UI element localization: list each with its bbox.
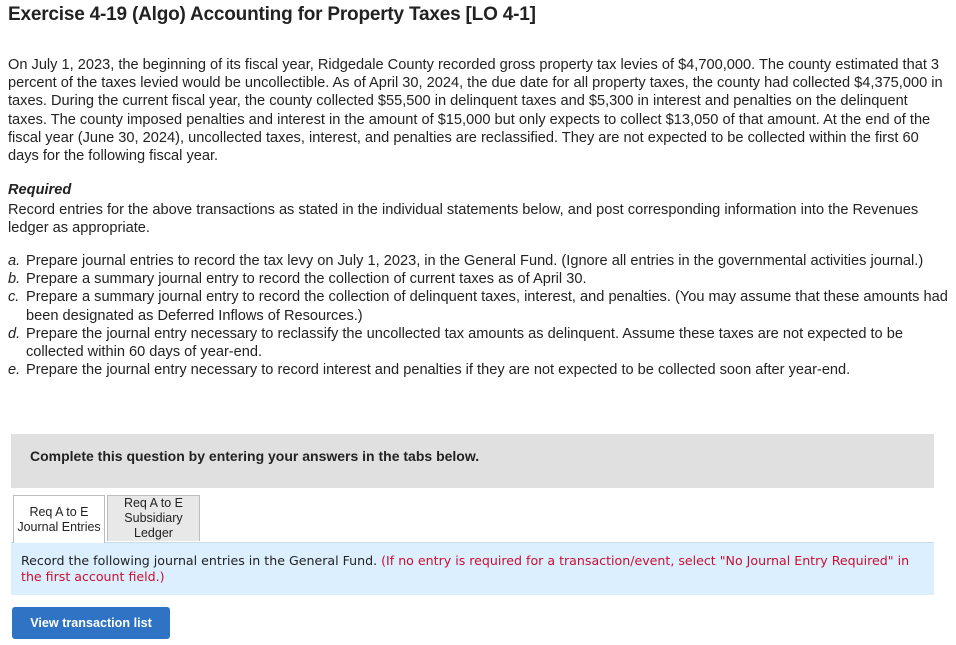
list-item [8, 361, 948, 379]
item-letter: a. [8, 253, 21, 269]
problem-description: On July 1, 2023, the beginning of its fiscal year, Ridgedale County recorded gross property tax levies of $4,700,000. The county estimated that 3 percent of the taxes levied would be uncollectible. As of April 30, 2024, the due date for all property taxes, the county had collected $4,375,000 in taxes. During the current fiscal year, the county collected $55,500 in delinquent taxes and $5,300 in interest and penalties on the delinquent taxes. The county imposed penalties and interest in the amount of $15,000 but only expects to collect $13,050 of that amount. At the end of the fiscal year (June 30, 2024), uncollected taxes, interest, and penalties are reclassified. They are not expected to be collected within the first 60 days for the following fiscal year. [8, 57, 943, 165]
tab-journal-entries[interactable] [13, 495, 105, 543]
requirements-list [8, 252, 948, 379]
item-text: Prepare the journal entry necessary to reclassify the uncollected tax amounts as delinquent. Assume these taxes are not expected to be collected within 60 days of year-end. [26, 325, 903, 361]
item-text: Prepare a summary journal entry to record the collection of current taxes as of April 30. [26, 271, 587, 288]
list-item [8, 325, 948, 361]
item-letter: b. [8, 271, 21, 288]
tab-label-line2: Journal Entries [17, 519, 101, 534]
exercise-title: Exercise 4-19 (Algo) Accounting for Property Taxes [LO 4-1] [8, 4, 536, 25]
instruction-note: (If no entry is required for a transaction/event, select "No Journal Entry Required" in the first account field.) [21, 553, 910, 585]
tab-label-line2: Subsidiary [124, 511, 183, 525]
item-letter: d. [8, 325, 21, 342]
list-item [8, 288, 948, 324]
required-heading: Required [8, 182, 72, 198]
item-text: Prepare journal entries to record the tax levy on July 1, 2023, in the General Fund. (Ignore all entries in the governmental activities journal.) [26, 253, 924, 269]
list-item [8, 270, 948, 288]
item-letter: e. [8, 362, 21, 379]
tab-label-line1: Req A to E [123, 496, 184, 510]
tab-instructions [11, 542, 934, 595]
required-text: Record entries for the above transactions as stated in the individual statements below, and post corresponding information into the Revenues ledger as appropriate. [8, 202, 919, 237]
item-text: Prepare a summary journal entry to record the collection of delinquent taxes, interest, and penalties. (You may assume that these amounts had been designated as Deferred Inflows of Resources.) [26, 289, 948, 324]
tab-label-line3: Ledger [134, 526, 173, 540]
list-item [8, 252, 948, 270]
item-text: Prepare the journal entry necessary to record interest and penalties if they are not expected to be collected soon after year-end. [26, 362, 851, 379]
tab-subsidiary-ledger[interactable] [107, 495, 200, 541]
tab-label-line1: Req A to E [29, 504, 89, 519]
instruction-text: Record the following journal entries in the General Fund. [21, 553, 378, 568]
instructions-banner [11, 434, 934, 488]
item-letter: c. [8, 289, 20, 306]
banner-text: Complete this question by entering your answers in the tabs below. [30, 448, 480, 464]
view-transaction-list-button[interactable]: View transaction list [12, 607, 170, 639]
